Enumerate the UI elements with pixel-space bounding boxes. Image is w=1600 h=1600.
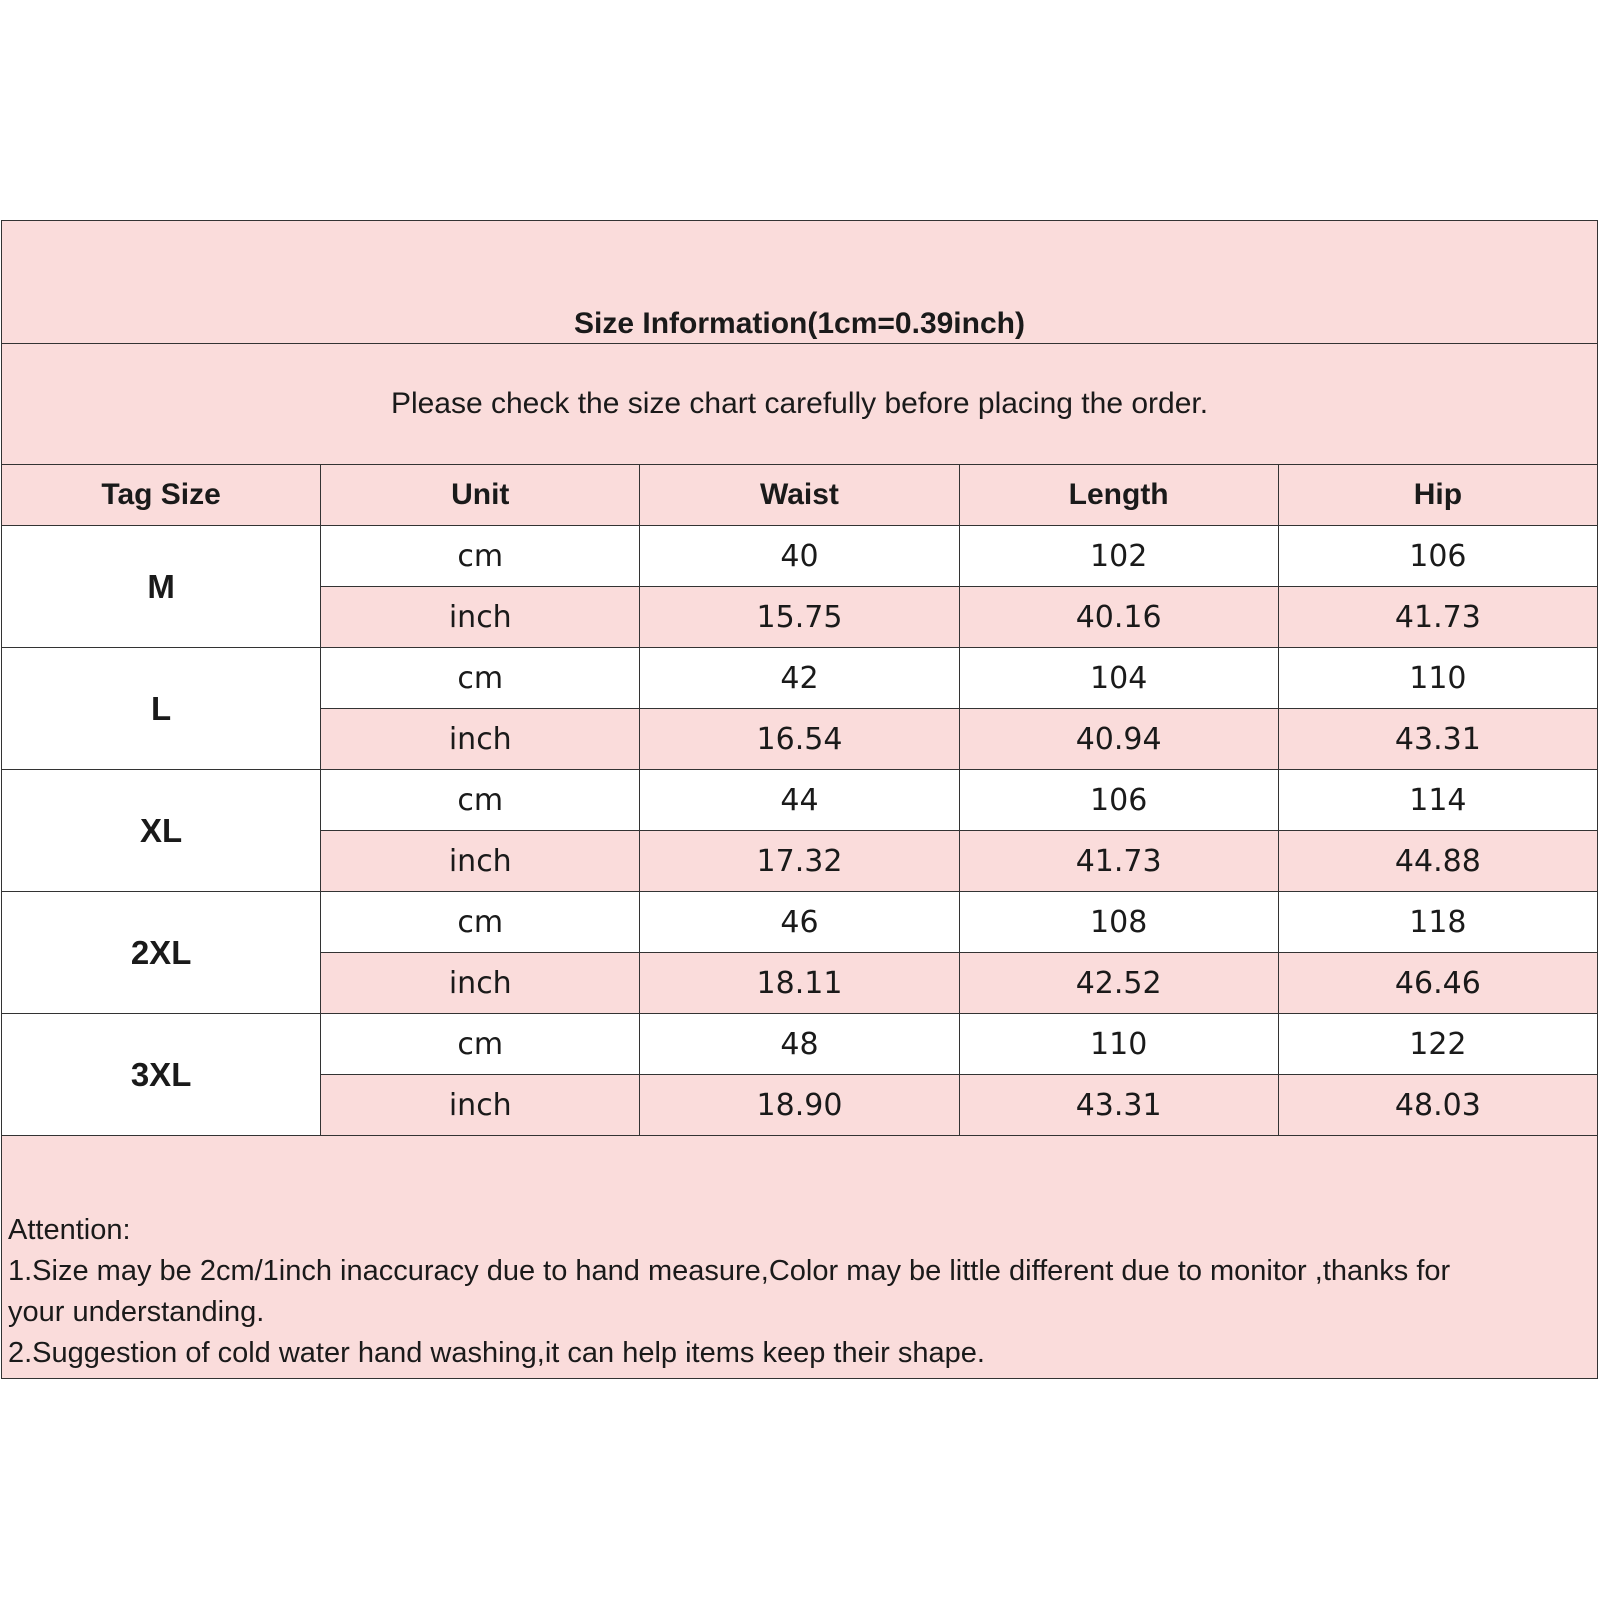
size-table bbox=[1, 220, 1598, 1379]
hip-cell: 43.31 bbox=[1278, 709, 1597, 770]
unit-cell: inch bbox=[321, 709, 640, 770]
waist-cell: 18.90 bbox=[640, 1075, 959, 1136]
table-row bbox=[2, 648, 1598, 709]
hip-cell: 41.73 bbox=[1278, 587, 1597, 648]
size-chart bbox=[1, 220, 1598, 1377]
unit-cell: cm bbox=[321, 526, 640, 587]
length-cell: 41.73 bbox=[959, 831, 1278, 892]
unit-cell: inch bbox=[321, 587, 640, 648]
hip-cell: 122 bbox=[1278, 1014, 1597, 1075]
note-line-1: 1.Size may be 2cm/1inch inaccuracy due to hand measure,Color may be little different due to monitor ,thanks for bbox=[8, 1255, 1451, 1287]
unit-cell: inch bbox=[321, 831, 640, 892]
header-hip: Hip bbox=[1278, 465, 1597, 526]
hip-cell: 46.46 bbox=[1278, 953, 1597, 1014]
table-row bbox=[2, 770, 1598, 831]
note-line-1-continued: your understanding. bbox=[8, 1296, 265, 1328]
length-cell: 110 bbox=[959, 1014, 1278, 1075]
waist-cell: 17.32 bbox=[640, 831, 959, 892]
table-row bbox=[2, 526, 1598, 587]
note-line-2: 2.Suggestion of cold water hand washing,it can help items keep their shape. bbox=[8, 1337, 985, 1369]
tag-size-m: M bbox=[2, 526, 321, 648]
tag-size-2xl: 2XL bbox=[2, 892, 321, 1014]
chart-title: Size Information(1cm=0.39inch) bbox=[2, 221, 1598, 344]
waist-cell: 48 bbox=[640, 1014, 959, 1075]
unit-cell: cm bbox=[321, 770, 640, 831]
tag-size-l: L bbox=[2, 648, 321, 770]
unit-cell: cm bbox=[321, 648, 640, 709]
length-cell: 42.52 bbox=[959, 953, 1278, 1014]
hip-cell: 106 bbox=[1278, 526, 1597, 587]
waist-cell: 42 bbox=[640, 648, 959, 709]
table-row bbox=[2, 892, 1598, 953]
header-waist: Waist bbox=[640, 465, 959, 526]
length-cell: 108 bbox=[959, 892, 1278, 953]
tag-size-xl: XL bbox=[2, 770, 321, 892]
length-cell: 106 bbox=[959, 770, 1278, 831]
tag-size-3xl: 3XL bbox=[2, 1014, 321, 1136]
waist-cell: 15.75 bbox=[640, 587, 959, 648]
length-cell: 40.16 bbox=[959, 587, 1278, 648]
attention-notes bbox=[2, 1136, 1598, 1379]
waist-cell: 18.11 bbox=[640, 953, 959, 1014]
waist-cell: 44 bbox=[640, 770, 959, 831]
table-row bbox=[2, 1014, 1598, 1075]
unit-cell: inch bbox=[321, 953, 640, 1014]
length-cell: 102 bbox=[959, 526, 1278, 587]
unit-cell: cm bbox=[321, 892, 640, 953]
hip-cell: 110 bbox=[1278, 648, 1597, 709]
header-tag-size: Tag Size bbox=[2, 465, 321, 526]
hip-cell: 44.88 bbox=[1278, 831, 1597, 892]
header-row bbox=[2, 465, 1598, 526]
hip-cell: 48.03 bbox=[1278, 1075, 1597, 1136]
length-cell: 104 bbox=[959, 648, 1278, 709]
hip-cell: 114 bbox=[1278, 770, 1597, 831]
header-length: Length bbox=[959, 465, 1278, 526]
chart-subtitle: Please check the size chart carefully before placing the order. bbox=[2, 344, 1598, 465]
header-unit: Unit bbox=[321, 465, 640, 526]
waist-cell: 40 bbox=[640, 526, 959, 587]
length-cell: 40.94 bbox=[959, 709, 1278, 770]
waist-cell: 46 bbox=[640, 892, 959, 953]
hip-cell: 118 bbox=[1278, 892, 1597, 953]
unit-cell: cm bbox=[321, 1014, 640, 1075]
waist-cell: 16.54 bbox=[640, 709, 959, 770]
attention-heading: Attention: bbox=[8, 1214, 131, 1246]
unit-cell: inch bbox=[321, 1075, 640, 1136]
length-cell: 43.31 bbox=[959, 1075, 1278, 1136]
